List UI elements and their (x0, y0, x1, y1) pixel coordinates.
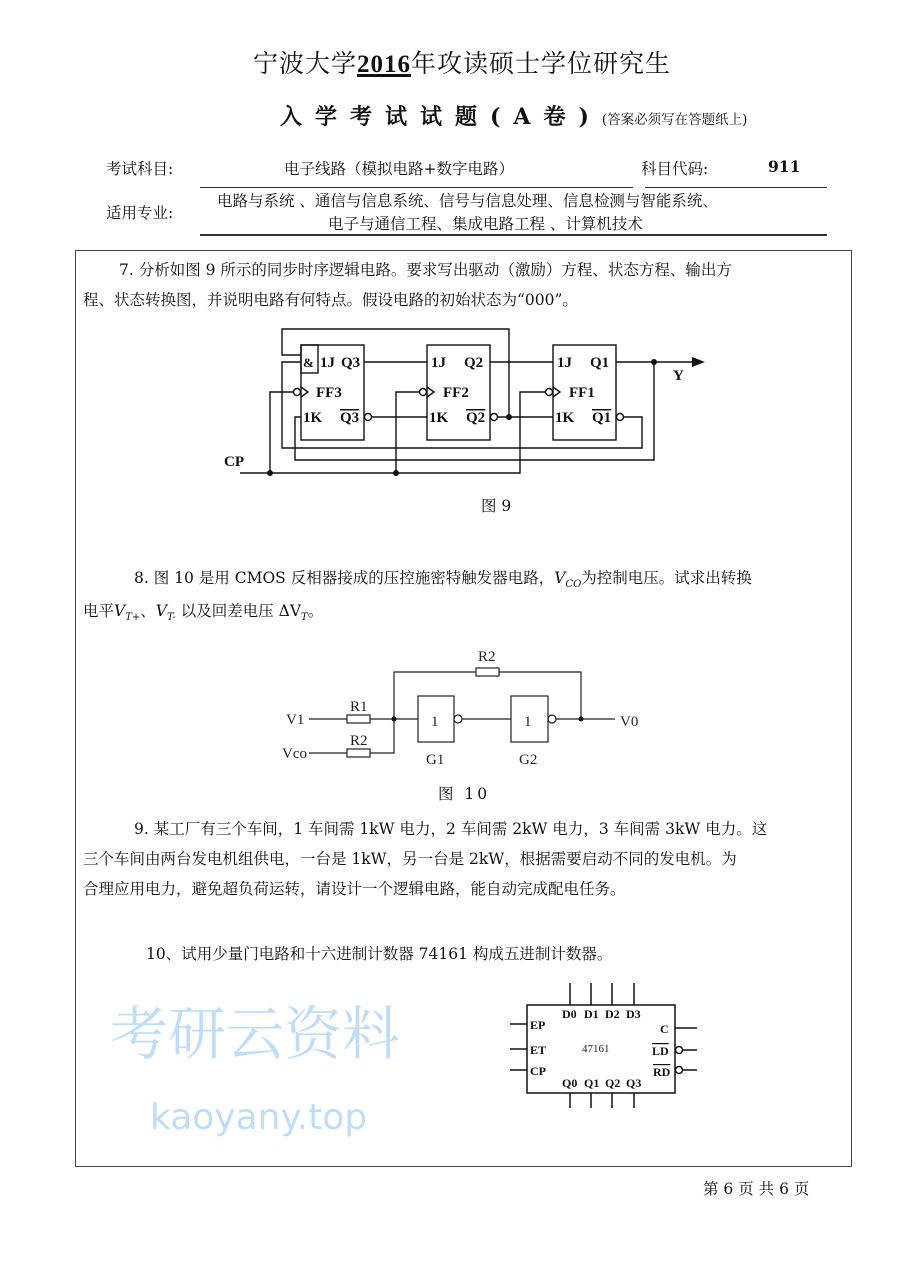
pin-q1: Q1 (584, 1076, 600, 1090)
qbar-label: Q2 (466, 410, 486, 426)
q-label: Q2 (464, 355, 484, 371)
cp-label: CP (224, 454, 244, 470)
q9-text: 合理应用电力，避免超负荷运转，请设计一个逻辑电路，能自动完成配电任务。 (83, 880, 626, 898)
r2-feedback-label: R2 (478, 649, 496, 665)
k-label: 1K (555, 410, 575, 426)
pin-ep: EP (530, 1018, 546, 1032)
figure-9-circuit (210, 320, 720, 490)
qbar-label: Q3 (340, 410, 360, 426)
pin-d1: D1 (584, 1007, 599, 1021)
vco-label: Vco (282, 746, 307, 762)
q-label: Q3 (341, 355, 361, 371)
gate-label: 1 (524, 714, 532, 730)
divider (200, 187, 633, 188)
pin-q0: Q0 (562, 1076, 578, 1090)
qbar-label: Q1 (592, 410, 612, 426)
j-label: 1J (320, 355, 335, 371)
ff-label: FF1 (569, 385, 595, 401)
and-label: & (303, 355, 314, 370)
j-label: 1J (557, 355, 572, 371)
pin-q2: Q2 (605, 1076, 621, 1090)
q7-text: 程、状态转换图，并说明电路有何特点。假设电路的初始状态为“000”。 (83, 291, 578, 309)
page-number: 第 6 页 共 6 页 (703, 1180, 810, 1198)
subject-value: 电子线路（模拟电路+数字电路） (284, 160, 514, 178)
watermark-logo: 考研云资料 (110, 1000, 401, 1068)
code-label: 科目代码: (641, 160, 709, 178)
r2-label: R2 (350, 733, 368, 749)
majors-line2: 电子与通信工程、集成电路工程 、计算机技术 (328, 215, 643, 233)
q8-text: 电平$V_{T+}$、$V_{T-}$ 以及回差电压 $\Delta V_T$。 (83, 602, 324, 624)
q10-text: 10、试用少量门电路和十六进制计数器 74161 构成五进制计数器。 (146, 945, 613, 963)
pin-q3: Q3 (626, 1076, 642, 1090)
resistor-r1 (347, 715, 370, 723)
watermark-url: kaoyany.top (150, 1097, 368, 1138)
chip-name: 47161 (582, 1043, 610, 1055)
v1-label: V1 (286, 712, 305, 728)
divider (200, 234, 827, 236)
g1-label: G1 (426, 752, 445, 768)
exam-title: 宁波大学2016年攻读硕士学位研究生 (252, 49, 672, 78)
pin-ld: LD (652, 1044, 669, 1058)
q9-text: 三个车间由两台发电机组供电，一台是 1kW，另一台是 2kW，根据需要启动不同的发电机。为 (83, 850, 737, 868)
code-value: 911 (768, 157, 801, 176)
subject-label: 考试科目: (106, 160, 174, 178)
q7-text: 7. 分析如图 9 所示的同步时序逻辑电路。要求写出驱动（激励）方程、状态方程、输出方 (119, 261, 732, 279)
answer-note: (答案必须写在答题纸上) (601, 112, 748, 128)
q-label: Q1 (590, 355, 610, 371)
pin-d3: D3 (626, 1007, 641, 1021)
pin-c: C (660, 1022, 669, 1036)
g2-label: G2 (519, 752, 538, 768)
majors-label: 适用专业: (106, 204, 174, 222)
y-label: Y (673, 368, 684, 384)
resistor-r2 (347, 749, 370, 757)
ff-label: FF3 (316, 385, 342, 401)
pin-d0: D0 (562, 1007, 577, 1021)
ff-label: FF2 (443, 385, 469, 401)
vo-label: V0 (620, 714, 639, 730)
k-label: 1K (429, 410, 449, 426)
gate-label: 1 (431, 714, 439, 730)
pin-cp: CP (530, 1064, 546, 1078)
figure-10-circuit (270, 640, 650, 780)
counter-74161-symbol (500, 980, 710, 1110)
exam-subtitle: 入学考试试题(A卷)(答案必须写在答题纸上) (280, 104, 748, 130)
divider (645, 187, 827, 188)
majors-line1: 电路与系统 、通信与信息系统、信号与信息处理、信息检测与智能系统、 (217, 192, 718, 210)
k-label: 1K (303, 410, 323, 426)
r1-label: R1 (350, 699, 368, 715)
resistor-r2-feedback (476, 668, 499, 676)
pin-rd: RD (653, 1065, 671, 1079)
figure-10-caption: 图 10 (438, 785, 491, 803)
figure-9-caption: 图 9 (481, 497, 512, 515)
q9-text: 9. 某工厂有三个车间，1 车间需 1kW 电力，2 车间需 2kW 电力，3 车间需 3kW 电力。这 (134, 820, 768, 838)
j-label: 1J (431, 355, 446, 371)
q8-text: 8. 图 10 是用 CMOS 反相器接成的压控施密特触发器电路，$V_{CO}$为控制电压。试求出转换 (134, 569, 752, 591)
pin-et: ET (530, 1043, 547, 1057)
pin-d2: D2 (605, 1007, 620, 1021)
